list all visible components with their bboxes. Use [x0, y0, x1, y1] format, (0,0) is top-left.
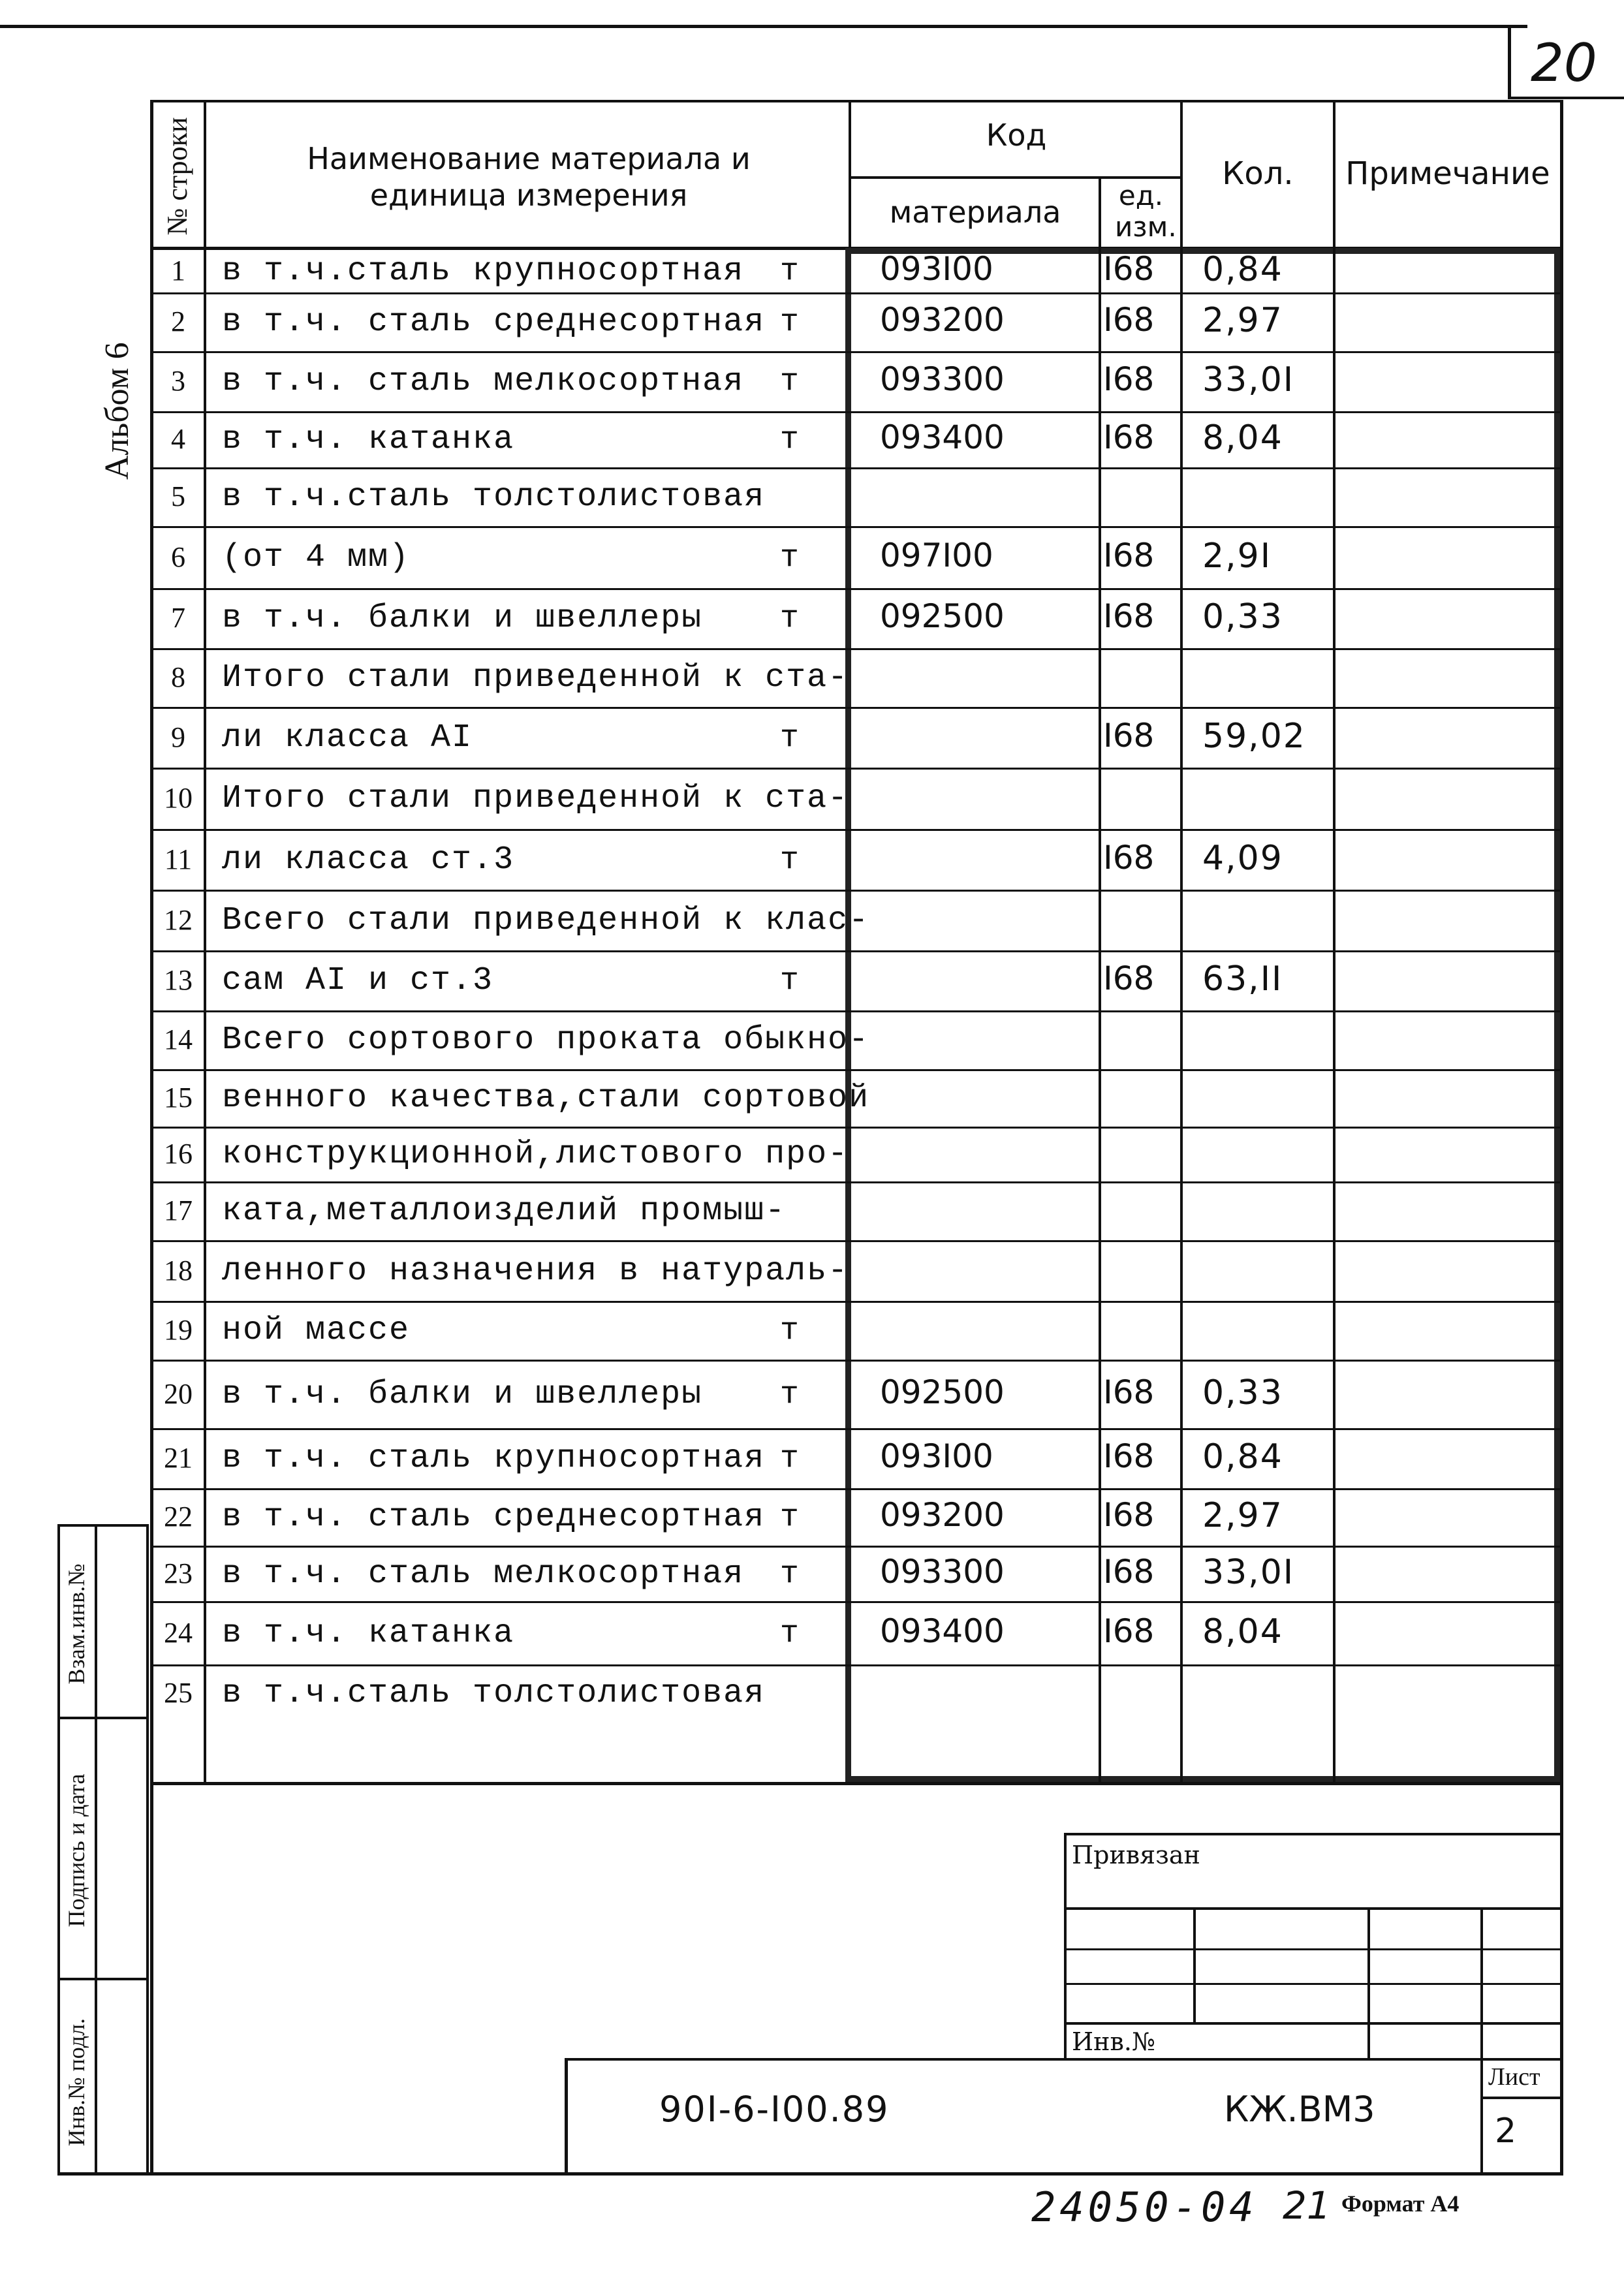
row-quantity: 0,33 [1202, 1373, 1283, 1412]
row-name: сам АI и ст.3 [222, 962, 494, 999]
row-number: 2 [171, 305, 185, 337]
row-number: 21 [164, 1442, 193, 1474]
row-name: в т.ч. сталь среднесортная [222, 304, 766, 341]
privyazan-line-3 [1064, 1983, 1563, 1985]
row-name: в т.ч. балки и швеллеры [222, 600, 703, 637]
row-name: в т.ч. сталь крупносортная [222, 1440, 766, 1477]
row-number: 14 [164, 1023, 193, 1055]
sheet-label-line [1480, 2097, 1563, 2099]
title-block-bottom [59, 2172, 1563, 2176]
row-divider [150, 1069, 1563, 1071]
row-number: 5 [171, 480, 185, 512]
header-code-unit-text: ед. изм. [1115, 179, 1177, 243]
row-name: Итого стали приведенной к ста- [222, 659, 849, 696]
body-col-line-ed [1099, 248, 1101, 1782]
row-unit: т [780, 842, 799, 878]
row-unit-code: I68 [1103, 418, 1155, 456]
row-code: 093I00 [880, 1437, 993, 1475]
row-divider [150, 1546, 1563, 1548]
row-unit-code: I68 [1103, 838, 1155, 877]
row-name: в т.ч. катанка [222, 421, 515, 458]
header-code: Код [986, 117, 1047, 153]
row-number: 13 [164, 964, 193, 996]
row-quantity: 0,33 [1202, 597, 1283, 636]
privyazan-col-3 [1480, 1907, 1483, 2175]
page-number-box-left [1508, 25, 1511, 98]
row-name: в т.ч. сталь мелкосортная [222, 363, 745, 400]
row-number: 11 [164, 843, 193, 875]
row-unit: т [780, 720, 799, 756]
row-unit: т [780, 1556, 799, 1592]
row-code: 092500 [880, 597, 1005, 635]
row-name: ной массе [222, 1312, 411, 1349]
header-name [209, 140, 849, 213]
page-number: 20 [1531, 33, 1597, 93]
row-code: 097I00 [880, 536, 993, 574]
row-quantity: 33,0I [1202, 360, 1295, 399]
row-quantity: 4,09 [1202, 838, 1283, 878]
row-number: 1 [171, 254, 185, 287]
row-name: Всего стали приведенной к клас- [222, 901, 870, 939]
row-name: в т.ч.сталь толстолистовая [222, 1675, 766, 1712]
row-unit-code: I68 [1103, 1496, 1155, 1534]
row-name: ли класса ст.3 [222, 841, 515, 879]
row-number: 10 [164, 782, 193, 814]
header-code-divider [849, 176, 1181, 179]
row-unit: т [780, 253, 799, 289]
privyazan-col-1 [1193, 1907, 1196, 2023]
row-name: в т.ч.сталь толстолистовая [222, 478, 766, 516]
row-unit: т [780, 1500, 799, 1535]
row-unit: т [780, 1313, 799, 1349]
privyazan-left [1064, 1833, 1067, 2060]
row-quantity: 8,04 [1202, 1612, 1283, 1651]
row-unit-code: I68 [1103, 1612, 1155, 1650]
row-code: 093200 [880, 301, 1005, 339]
title-block-left [565, 2058, 568, 2174]
side-stamp-inv-podl: Инв.№ подл. [63, 2018, 89, 2147]
row-divider [150, 1127, 1563, 1129]
row-code: 092500 [880, 1373, 1005, 1411]
row-unit-code: I68 [1103, 716, 1155, 755]
row-divider [150, 467, 1563, 469]
side-stamp-vzam: Взам.инв.№ [63, 1563, 89, 1685]
row-code: 093400 [880, 418, 1005, 456]
top-border-line [0, 25, 1527, 28]
row-unit: т [780, 1615, 799, 1651]
row-unit: т [780, 422, 799, 458]
row-code: 093I00 [880, 249, 993, 288]
row-divider [150, 351, 1563, 353]
row-divider [150, 1360, 1563, 1362]
row-quantity: 2,97 [1202, 301, 1283, 340]
row-unit-code: I68 [1103, 1437, 1155, 1475]
row-number: 22 [164, 1501, 193, 1533]
row-unit: т [780, 1377, 799, 1412]
row-number: 9 [171, 721, 185, 753]
privyazan-line-4 [1064, 2022, 1563, 2025]
row-unit-code: I68 [1103, 1373, 1155, 1411]
row-name: Итого стали приведенной к ста- [222, 780, 849, 817]
row-divider [150, 890, 1563, 892]
header-qty: Кол. [1222, 155, 1294, 192]
row-number: 15 [164, 1082, 193, 1114]
row-unit: т [780, 364, 799, 399]
header-name-text: Наименование материала и единица измерения [307, 141, 751, 213]
row-code: 093200 [880, 1496, 1005, 1534]
row-divider [150, 1601, 1563, 1603]
page-number-box-bottom [1508, 97, 1624, 99]
row-unit-code: I68 [1103, 959, 1155, 997]
row-name: в т.ч. балки и швеллеры [222, 1375, 703, 1413]
sheet-label: Лист [1488, 2063, 1540, 2091]
data-frame [845, 248, 1560, 1782]
row-unit-code: I68 [1103, 1552, 1155, 1591]
row-number: 19 [164, 1314, 193, 1346]
row-number: 16 [164, 1138, 193, 1170]
row-unit: т [780, 305, 799, 340]
privyazan-line-2 [1064, 1948, 1563, 1950]
row-code: 093300 [880, 1552, 1005, 1591]
inv-no-label: Инв.№ [1072, 2027, 1155, 2056]
table-top-border [150, 100, 1563, 102]
row-quantity: 0,84 [1202, 249, 1283, 289]
row-code: 093300 [880, 360, 1005, 398]
row-divider [150, 588, 1563, 590]
privyazan-col-2 [1367, 1907, 1370, 2059]
header-code-unit [1101, 180, 1181, 243]
row-quantity: 63,II [1202, 959, 1283, 999]
row-divider [150, 292, 1563, 294]
row-name: в т.ч. катанка [222, 1614, 515, 1652]
header-code-material: материала [889, 195, 1061, 230]
row-divider [150, 1240, 1563, 1242]
row-code: 093400 [880, 1612, 1005, 1650]
header-note: Примечание [1345, 155, 1550, 192]
body-col-line-qty [1180, 248, 1183, 1782]
row-divider [150, 1010, 1563, 1012]
row-unit-code: I68 [1103, 301, 1155, 339]
footer-order-number: 24050-04 [1031, 2183, 1258, 2231]
row-quantity: 0,84 [1202, 1437, 1283, 1476]
row-divider [150, 1301, 1563, 1303]
row-name: конструкционной,листового про- [222, 1136, 849, 1173]
document-mark: КЖ.ВМ3 [1224, 2089, 1375, 2130]
header-row-number: № строки [161, 117, 193, 236]
row-unit-code: I68 [1103, 360, 1155, 398]
row-unit-code: I68 [1103, 597, 1155, 635]
row-divider [150, 1428, 1563, 1430]
privyazan-label: Привязан [1072, 1841, 1200, 1869]
sheet-number: 2 [1495, 2112, 1517, 2151]
row-quantity: 2,97 [1202, 1496, 1283, 1535]
row-number: 23 [164, 1557, 193, 1589]
album-label: Альбом 6 [99, 342, 136, 480]
row-divider [150, 829, 1563, 831]
row-name: в т.ч. сталь среднесортная [222, 1499, 766, 1536]
row-unit: т [780, 601, 799, 636]
row-number: 7 [171, 602, 185, 634]
row-name: ката,металлоизделий промыш- [222, 1193, 787, 1230]
row-divider [150, 526, 1563, 528]
row-name: Всего сортового проката обыкно- [222, 1022, 870, 1059]
row-number: 17 [164, 1194, 193, 1226]
row-unit: т [780, 1441, 799, 1476]
privyazan-line-1 [1064, 1907, 1563, 1910]
row-quantity: 59,02 [1202, 716, 1306, 756]
row-divider [150, 768, 1563, 770]
row-number: 12 [164, 903, 193, 936]
row-divider [150, 950, 1563, 952]
row-number: 25 [164, 1677, 193, 1709]
row-divider [150, 411, 1563, 413]
row-name: ленного назначения в натураль- [222, 1252, 849, 1290]
row-number: 3 [171, 365, 185, 397]
body-col-line-note [1333, 248, 1335, 1782]
row-number: 4 [171, 423, 185, 455]
row-name: (от 4 мм) [222, 538, 411, 576]
footer-order-sheet: 21 [1283, 2183, 1331, 2228]
row-quantity: 2,9I [1202, 536, 1272, 576]
row-unit-code: I68 [1103, 249, 1155, 288]
row-divider [150, 1181, 1563, 1183]
side-stamp-line-2 [57, 1978, 149, 1980]
row-name: венного качества,стали сортовой [222, 1080, 870, 1117]
row-unit-code: I68 [1103, 536, 1155, 574]
table-body-bottom [150, 1782, 1563, 1785]
privyazan-top [1064, 1833, 1563, 1835]
row-name: в т.ч. сталь мелкосортная [222, 1555, 745, 1593]
row-quantity: 8,04 [1202, 418, 1283, 458]
footer-format: Формат А4 [1341, 2191, 1460, 2217]
row-name: ли класса АI [222, 719, 473, 757]
row-unit: т [780, 540, 799, 576]
row-divider [150, 648, 1563, 650]
row-unit: т [780, 963, 799, 999]
row-number: 24 [164, 1616, 193, 1649]
row-divider [150, 707, 1563, 709]
row-quantity: 33,0I [1202, 1552, 1295, 1592]
row-divider [150, 1488, 1563, 1490]
document-code: 90I-6-I00.89 [659, 2089, 890, 2130]
side-stamp-divider [95, 1524, 97, 2174]
row-number: 20 [164, 1377, 193, 1410]
side-stamp-podpis: Подпись и дата [63, 1773, 89, 1927]
row-number: 18 [164, 1254, 193, 1287]
row-name: в т.ч.сталь крупносортная [222, 252, 745, 290]
row-number: 8 [171, 661, 185, 693]
row-divider [150, 1664, 1563, 1666]
row-number: 6 [171, 540, 185, 573]
